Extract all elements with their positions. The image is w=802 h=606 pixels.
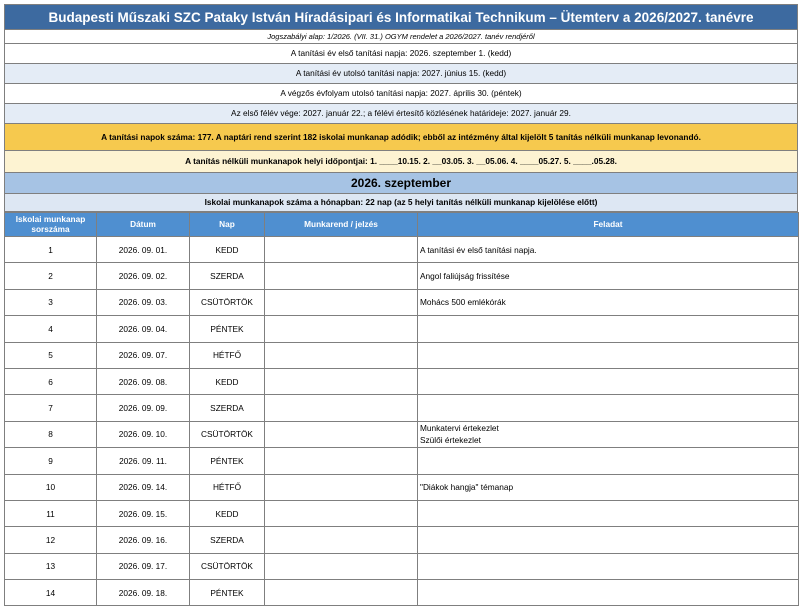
table-row (5, 474, 799, 500)
last-teaching-day: A tanítási év utolsó tanítási napja: 2027. június 15. (kedd) (4, 64, 798, 84)
table-row (5, 395, 799, 421)
document-title: Budapesti Műszaki SZC Pataky István Híradásipari és Informatikai Technikum – Ütemterv a 2026/2027. tanévre (4, 4, 798, 30)
legal-basis: Jogszabályi alap: 1/2026. (VII. 31.) OGYM rendelet a 2026/2027. tanév rendjéről (4, 30, 798, 44)
cell-index[interactable]: 7 (5, 395, 97, 421)
cell-day[interactable]: CSÜTÖRTÖK (190, 289, 265, 315)
cell-index[interactable]: 5 (5, 342, 97, 368)
table-row (5, 500, 799, 526)
cell-task[interactable] (418, 263, 799, 289)
cell-day[interactable]: SZERDA (190, 263, 265, 289)
table-row (5, 368, 799, 394)
cell-schedule[interactable] (265, 316, 418, 342)
cell-task[interactable] (418, 527, 799, 553)
cell-day[interactable]: PÉNTEK (190, 448, 265, 474)
cell-task[interactable] (418, 448, 799, 474)
cell-schedule[interactable] (265, 553, 418, 579)
cell-index[interactable]: 2 (5, 263, 97, 289)
cell-day[interactable]: PÉNTEK (190, 580, 265, 606)
schedule-table (4, 212, 799, 606)
cell-schedule[interactable] (265, 289, 418, 315)
cell-index[interactable]: 3 (5, 289, 97, 315)
table-header-row (5, 213, 799, 237)
cell-task[interactable] (418, 368, 799, 394)
teaching-days-summary: A tanítási napok száma: 177. A naptári rend szerint 182 iskolai munkanap adódik; ebből az intézmény által kijelölt 5 tanítás nélküli munkanap levonandó. (4, 124, 798, 151)
cell-task[interactable] (418, 500, 799, 526)
header-date: Dátum (97, 213, 190, 237)
table-row (5, 448, 799, 474)
cell-date[interactable]: 2026. 09. 11. (97, 448, 190, 474)
cell-date[interactable]: 2026. 09. 14. (97, 474, 190, 500)
month-workday-count: Iskolai munkanapok száma a hónapban: 22 nap (az 5 helyi tanítás nélküli munkanap kijelölése előtt) (4, 194, 798, 212)
cell-date[interactable]: 2026. 09. 10. (97, 421, 190, 447)
header-schedule: Munkarend / jelzés (265, 213, 418, 237)
cell-index[interactable]: 1 (5, 237, 97, 263)
task-line: "Diákok hangja" témanap (420, 482, 514, 493)
schedule-sheet (4, 4, 798, 606)
cell-schedule[interactable] (265, 237, 418, 263)
cell-day[interactable]: HÉTFŐ (190, 474, 265, 500)
cell-schedule[interactable] (265, 527, 418, 553)
cell-index[interactable]: 10 (5, 474, 97, 500)
cell-task[interactable] (418, 553, 799, 579)
cell-date[interactable]: 2026. 09. 07. (97, 342, 190, 368)
cell-date[interactable]: 2026. 09. 18. (97, 580, 190, 606)
task-line: A tanítási év első tanítási napja. (420, 244, 537, 255)
cell-date[interactable]: 2026. 09. 09. (97, 395, 190, 421)
table-row (5, 237, 799, 263)
cell-day[interactable]: KEDD (190, 237, 265, 263)
task-line: Szülői értekezlet (420, 435, 481, 446)
cell-index[interactable]: 6 (5, 368, 97, 394)
cell-index[interactable]: 8 (5, 421, 97, 447)
cell-task[interactable] (418, 580, 799, 606)
cell-date[interactable]: 2026. 09. 08. (97, 368, 190, 394)
cell-schedule[interactable] (265, 500, 418, 526)
table-row (5, 289, 799, 315)
cell-schedule[interactable] (265, 580, 418, 606)
cell-schedule[interactable] (265, 368, 418, 394)
header-index: Iskolai munkanap sorszáma (5, 213, 97, 237)
cell-day[interactable]: HÉTFŐ (190, 342, 265, 368)
cell-date[interactable]: 2026. 09. 16. (97, 527, 190, 553)
cell-date[interactable]: 2026. 09. 02. (97, 263, 190, 289)
cell-schedule[interactable] (265, 342, 418, 368)
cell-task[interactable] (418, 421, 799, 447)
cell-task[interactable] (418, 342, 799, 368)
month-heading: 2026. szeptember (4, 173, 798, 194)
cell-schedule[interactable] (265, 474, 418, 500)
table-row (5, 342, 799, 368)
cell-index[interactable]: 4 (5, 316, 97, 342)
table-row (5, 263, 799, 289)
task-line: Mohács 500 emlékórák (420, 297, 506, 308)
cell-index[interactable]: 14 (5, 580, 97, 606)
table-row (5, 580, 799, 606)
semester-end: Az első félév vége: 2027. január 22.; a félévi értesítő közlésének határideje: 2027. január 29. (4, 104, 798, 124)
table-row (5, 316, 799, 342)
table-row (5, 527, 799, 553)
header-day: Nap (190, 213, 265, 237)
cell-schedule[interactable] (265, 263, 418, 289)
cell-index[interactable]: 12 (5, 527, 97, 553)
cell-index[interactable]: 11 (5, 500, 97, 526)
cell-date[interactable]: 2026. 09. 01. (97, 237, 190, 263)
task-line: Angol faliújság frissítése (420, 271, 510, 282)
cell-task[interactable] (418, 289, 799, 315)
cell-date[interactable]: 2026. 09. 03. (97, 289, 190, 315)
cell-day[interactable]: CSÜTÖRTÖK (190, 421, 265, 447)
cell-date[interactable]: 2026. 09. 15. (97, 500, 190, 526)
cell-schedule[interactable] (265, 448, 418, 474)
cell-day[interactable]: SZERDA (190, 395, 265, 421)
cell-schedule[interactable] (265, 395, 418, 421)
cell-schedule[interactable] (265, 421, 418, 447)
first-teaching-day: A tanítási év első tanítási napja: 2026. szeptember 1. (kedd) (4, 44, 798, 64)
cell-task[interactable] (418, 237, 799, 263)
cell-task[interactable] (418, 395, 799, 421)
cell-day[interactable]: CSÜTÖRTÖK (190, 553, 265, 579)
task-line: Munkatervi értekezlet (420, 423, 499, 434)
cell-day[interactable]: PÉNTEK (190, 316, 265, 342)
final-year-last-day: A végzős évfolyam utolsó tanítási napja: 2027. április 30. (péntek) (4, 84, 798, 104)
header-task: Feladat (418, 213, 799, 237)
table-row (5, 421, 799, 447)
cell-index[interactable]: 13 (5, 553, 97, 579)
cell-day[interactable]: SZERDA (190, 527, 265, 553)
cell-day[interactable]: KEDD (190, 368, 265, 394)
table-row (5, 553, 799, 579)
non-teaching-days: A tanítás nélküli munkanapok helyi időpontjai: 1. ____10.15. 2. __03.05. 3. __05.06. 4. ____05.27. 5. ____.05.28. (4, 151, 798, 173)
cell-task[interactable] (418, 316, 799, 342)
cell-date[interactable]: 2026. 09. 04. (97, 316, 190, 342)
cell-index[interactable]: 9 (5, 448, 97, 474)
cell-date[interactable]: 2026. 09. 17. (97, 553, 190, 579)
cell-day[interactable]: KEDD (190, 500, 265, 526)
cell-task[interactable] (418, 474, 799, 500)
